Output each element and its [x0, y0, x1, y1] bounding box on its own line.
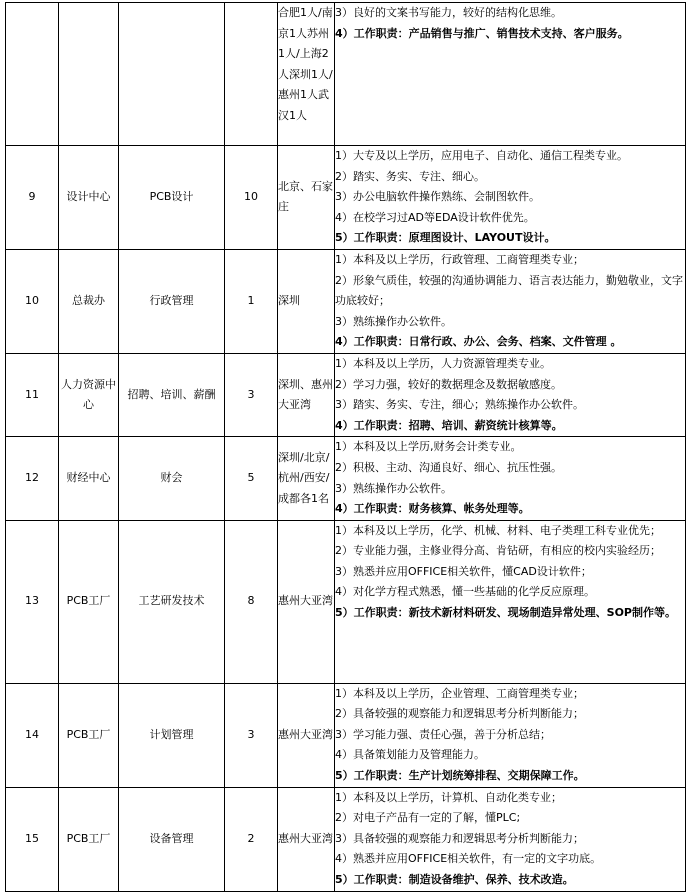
job-table-body	[6, 3, 686, 892]
duty-line: 4）工作职责：产品销售与推广、销售技术支持、客户服务。	[335, 26, 629, 40]
headcount-cell: 3	[225, 683, 278, 787]
requirement-line: 1）本科及以上学历，化学、机械、材料、电子类理工科专业优先；	[335, 523, 661, 537]
duty-line: 5）工作职责：原理图设计、LAYOUT设计。	[335, 231, 556, 245]
position-cell: 工艺研发技术	[119, 520, 225, 683]
requirements-cell	[335, 437, 686, 520]
table-row	[6, 787, 686, 891]
position-cell: PCB设计	[119, 146, 225, 250]
requirements-cell	[335, 249, 686, 353]
headcount-cell: 3	[225, 353, 278, 436]
requirement-line: 4）熟悉并应用OFFICE相关软件，有一定的文字功底。	[335, 852, 602, 866]
headcount-cell: 8	[225, 520, 278, 683]
department-cell: 总裁办	[59, 249, 119, 353]
job-table	[5, 2, 686, 892]
duty-line: 4）工作职责：财务核算、帐务处理等。	[335, 502, 530, 516]
requirement-line: 4）对化学方程式熟悉，懂一些基础的化学反应原理。	[335, 585, 595, 599]
requirements-cell	[335, 520, 686, 683]
position-cell	[119, 3, 225, 146]
requirements-cell	[335, 683, 686, 787]
requirements-cell	[335, 353, 686, 436]
requirement-line: 1）本科及以上学历，企业管理、工商管理类专业；	[335, 686, 584, 700]
requirements-cell	[335, 146, 686, 250]
requirement-line: 3）良好的文案书写能力，较好的结构化思维。	[335, 6, 562, 19]
location-cell: 深圳、惠州大亚湾	[278, 353, 335, 436]
table-row	[6, 683, 686, 787]
table-row	[6, 353, 686, 436]
duty-line: 4）工作职责：日常行政、办公、会务、档案、文件管理 。	[335, 335, 622, 349]
requirement-line: 1）本科及以上学历，行政管理、工商管理类专业；	[335, 252, 584, 266]
requirement-line: 1）大专及以上学历，应用电子、自动化、通信工程类专业。	[335, 149, 628, 162]
duty-line: 5）工作职责：新技术新材料研发、现场制造异常处理、SOP制作等。	[335, 606, 676, 620]
department-cell: 设计中心	[59, 146, 119, 250]
duty-line: 5）工作职责：生产计划统筹排程、交期保障工作。	[335, 769, 585, 783]
requirements-cell	[335, 787, 686, 891]
department-cell: 财经中心	[59, 437, 119, 520]
headcount-cell: 2	[225, 787, 278, 891]
requirement-line: 3）具备较强的观察能力和逻辑思考分析判断能力；	[335, 831, 584, 845]
row-number: 9	[6, 146, 59, 250]
position-cell: 行政管理	[119, 249, 225, 353]
row-number: 10	[6, 249, 59, 353]
department-cell: PCB工厂	[59, 683, 119, 787]
headcount-cell: 5	[225, 437, 278, 520]
location-cell: 惠州大亚湾	[278, 683, 335, 787]
requirement-line: 2）学习力强，较好的数据理念及数据敏感度。	[335, 377, 562, 391]
requirement-line: 3）熟练操作办公软件。	[335, 481, 452, 495]
table-row	[6, 3, 686, 146]
headcount-cell	[225, 3, 278, 146]
headcount-cell: 10	[225, 146, 278, 250]
headcount-cell: 1	[225, 249, 278, 353]
row-number: 13	[6, 520, 59, 683]
department-cell: PCB工厂	[59, 520, 119, 683]
position-cell: 招聘、培训、薪酬	[119, 353, 225, 436]
requirement-line: 2）形象气质佳，较强的沟通协调能力、语言表达能力，勤勉敬业，文字功底较好；	[335, 273, 683, 308]
department-cell: 人力资源中心	[59, 353, 119, 436]
duty-line: 4）工作职责：招聘、培训、薪资统计核算等。	[335, 418, 563, 432]
requirement-line: 3）熟悉并应用OFFICE相关软件，懂CAD设计软件；	[335, 564, 592, 578]
table-row	[6, 249, 686, 353]
table-row	[6, 520, 686, 683]
requirement-line: 2）对电子产品有一定的了解，懂PLC;	[335, 811, 521, 825]
location-cell: 惠州大亚湾	[278, 520, 335, 683]
position-cell: 财会	[119, 437, 225, 520]
location-cell: 北京、石家庄	[278, 146, 335, 250]
requirement-line: 2）积极、主动、沟通良好、细心、抗压性强。	[335, 460, 562, 474]
table-row	[6, 437, 686, 520]
requirement-line: 4）在校学习过AD等EDA设计软件优先。	[335, 210, 535, 224]
department-cell: PCB工厂	[59, 787, 119, 891]
requirement-line: 1）本科及以上学历，人力资源管理类专业。	[335, 356, 551, 370]
requirements-cell	[335, 3, 686, 146]
row-number: 14	[6, 683, 59, 787]
requirement-line: 3）学习能力强、责任心强，善于分析总结；	[335, 727, 551, 741]
location-cell: 惠州大亚湾	[278, 787, 335, 891]
position-cell: 设备管理	[119, 787, 225, 891]
location-cell: 深圳	[278, 249, 335, 353]
requirement-line: 3）踏实、务实、专注，细心；熟练操作办公软件。	[335, 398, 584, 412]
table-row	[6, 146, 686, 250]
requirement-line: 1）本科及以上学历,财务会计类专业。	[335, 440, 522, 454]
row-number: 11	[6, 353, 59, 436]
position-cell: 计划管理	[119, 683, 225, 787]
row-number	[6, 3, 59, 146]
department-cell	[59, 3, 119, 146]
requirement-line: 2）专业能力强，主修业得分高、肯钻研，有相应的校内实验经历；	[335, 544, 661, 558]
requirement-line: 2）踏实、务实、专注、细心。	[335, 169, 485, 183]
requirement-line: 2）具备较强的观察能力和逻辑思考分析判断能力；	[335, 707, 584, 721]
requirement-line: 4）具备策划能力及管理能力。	[335, 748, 485, 762]
duty-line: 5）工作职责：制造设备维护、保养、技术改造。	[335, 873, 574, 887]
location-cell: 深圳/北京/杭州/西安/成都各1名	[278, 437, 335, 520]
requirement-line: 3）熟练操作办公软件。	[335, 314, 452, 328]
row-number: 12	[6, 437, 59, 520]
row-number: 15	[6, 787, 59, 891]
requirement-line: 1）本科及以上学历，计算机、自动化类专业；	[335, 790, 562, 804]
location-cell: 合肥1人/南京1人苏州1人/上海2人深圳1人/惠州1人武汉1人	[278, 3, 335, 146]
requirement-line: 3）办公电脑软件操作熟练、会制图软件。	[335, 190, 540, 204]
